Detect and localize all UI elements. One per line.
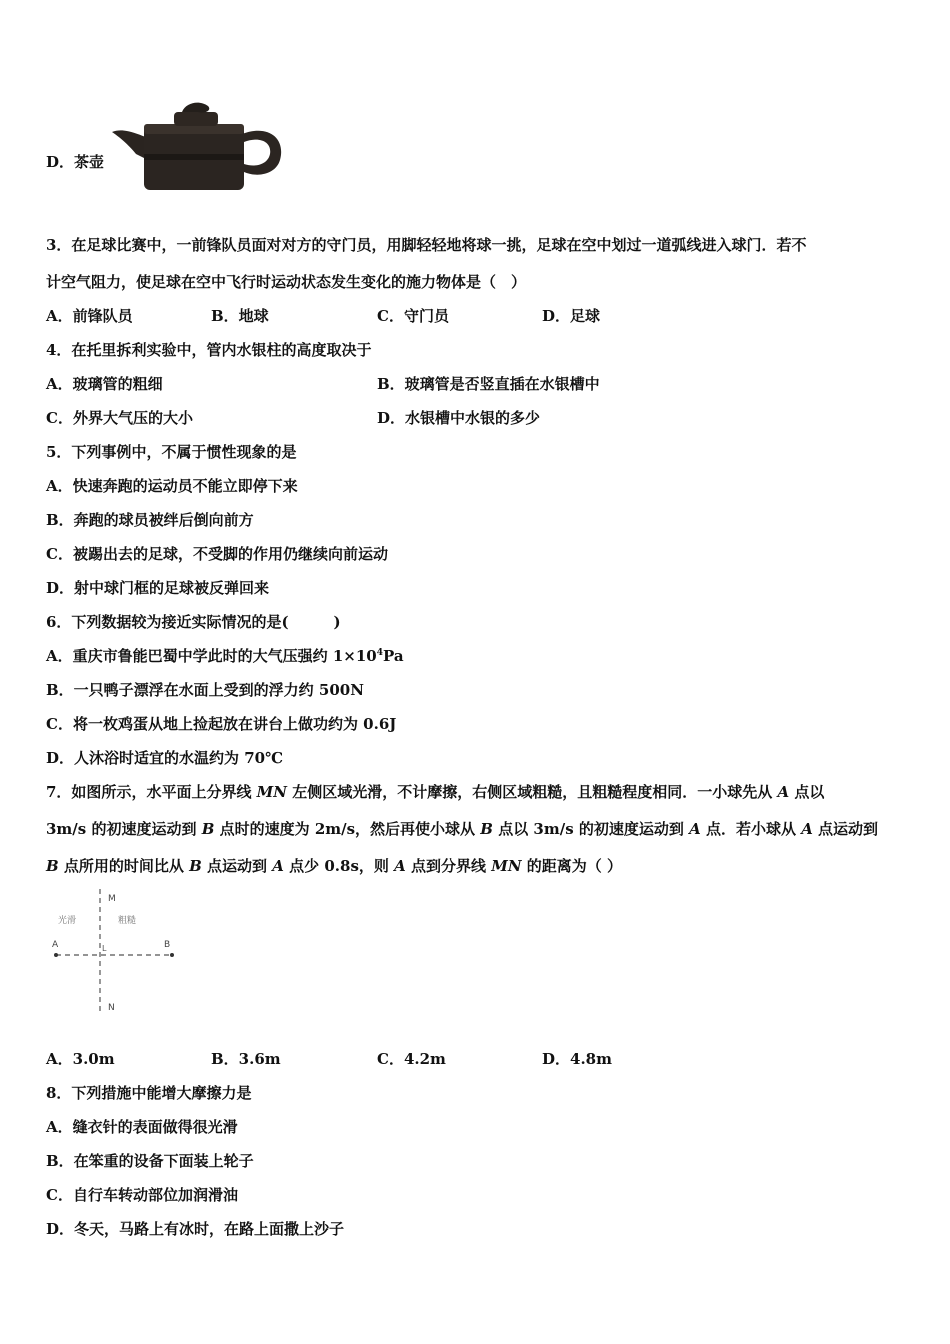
q3-option-c: C．守门员 <box>377 307 449 325</box>
q8-stem: 8．下列措施中能增大摩擦力是 <box>46 1084 252 1102</box>
q3-stem-line-1: 3．在足球比赛中，一前锋队员面对对方的守门员，用脚轻轻地将球一挑，足球在空中划过一道弧线进入球门．若不 <box>46 236 807 254</box>
q5-option-b: B．奔跑的球员被绊后倒向前方 <box>46 511 254 529</box>
q7-stem-line-3: B 点所用的时间比从 B 点运动到 A 点少 0.8s，则 A 点到分界线 MN 的距离为（ ） <box>46 857 623 875</box>
label-b: B <box>164 940 171 950</box>
q6-option-c: C．将一枚鸡蛋从地上捡起放在讲台上做功约为 0.6J <box>46 715 397 733</box>
label-o: L <box>102 944 107 953</box>
q8-option-b: B．在笨重的设备下面装上轮子 <box>46 1152 254 1170</box>
q6-option-b: B．一只鸭子漂浮在水面上受到的浮力约 500N <box>46 681 364 699</box>
point-b-dot <box>170 953 174 957</box>
q3-option-a: A．前锋队员 <box>46 307 133 325</box>
q7-stem-line-2: 3m/s 的初速度运动到 B 点时的速度为 2m/s，然后再使小球从 B 点以 3m/s 的初速度运动到 A 点．若小球从 A 点运动到 <box>46 820 879 838</box>
q5-option-d: D．射中球门框的足球被反弹回来 <box>46 579 270 597</box>
point-a-dot <box>54 953 58 957</box>
q4-option-c: C．外界大气压的大小 <box>46 409 193 427</box>
q6-exponent: 4 <box>376 648 384 658</box>
q4-option-a: A．玻璃管的粗细 <box>46 375 163 393</box>
q7-option-d: D．4.8m <box>542 1050 612 1068</box>
q7-option-b: B．3.6m <box>211 1050 281 1068</box>
q6-option-a: A．重庆市鲁能巴蜀中学此时的大气压强约 $1\times 10^4Pa$ <box>46 647 404 665</box>
q7-diagram <box>46 885 186 1015</box>
q7-option-a: A．3.0m <box>46 1050 115 1068</box>
q3-option-b: B．地球 <box>211 307 269 325</box>
teapot-image <box>108 98 288 192</box>
q6-stem: 6．下列数据较为接近实际情况的是( ) <box>46 613 341 631</box>
q5-stem: 5．下列事例中，不属于惯性现象的是 <box>46 443 297 461</box>
label-m: M <box>108 894 116 904</box>
q5-option-a: A．快速奔跑的运动员不能立即停下来 <box>46 477 298 495</box>
label-n: N <box>108 1003 115 1013</box>
label-smooth: 光滑 <box>58 916 77 926</box>
q5-option-c: C．被踢出去的足球，不受脚的作用仍继续向前运动 <box>46 545 388 563</box>
label-a: A <box>52 940 59 950</box>
q8-option-a: A．缝衣针的表面做得很光滑 <box>46 1118 238 1136</box>
q3-stem-line-2: 计空气阻力，使足球在空中飞行时运动状态发生变化的施力物体是（ ） <box>46 273 527 291</box>
q2-option-d: D．茶壶 <box>46 153 105 171</box>
q3-option-d: D．足球 <box>542 307 601 325</box>
q7-stem-line-1: 7．如图所示，水平面上分界线 MN 左侧区域光滑，不计摩擦，右侧区域粗糙，且粗糙程度相同．一小球先从 A 点以 <box>46 783 825 801</box>
q8-option-d: D．冬天，马路上有冰时，在路上面撒上沙子 <box>46 1220 345 1238</box>
q4-option-b: B．玻璃管是否竖直插在水银槽中 <box>377 375 600 393</box>
q4-option-d: D．水银槽中水银的多少 <box>377 409 541 427</box>
q7-option-c: C．4.2m <box>377 1050 446 1068</box>
q4-stem: 4．在托里拆利实验中，管内水银柱的高度取决于 <box>46 341 372 359</box>
q8-option-c: C．自行车转动部位加润滑油 <box>46 1186 238 1204</box>
label-rough: 粗糙 <box>118 916 137 926</box>
q6-option-d: D．人沐浴时适宜的水温约为 70℃ <box>46 749 284 767</box>
